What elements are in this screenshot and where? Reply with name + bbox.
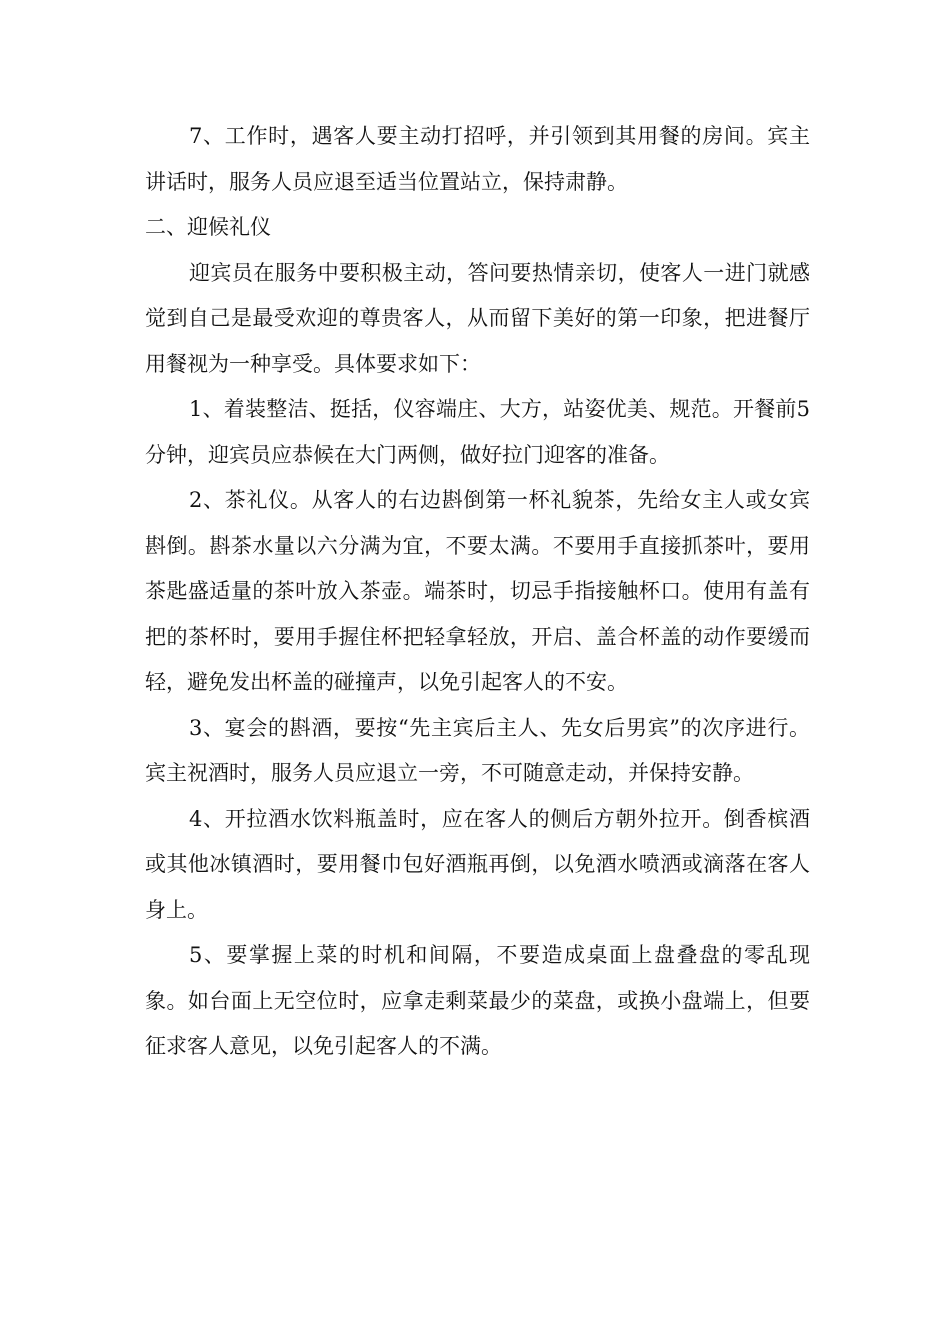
paragraph-item-2: 2、茶礼仪。从客人的右边斟倒第一杯礼貌茶，先给女主人或女宾斟倒。斟茶水量以六分满为宜，不要太满。不要用手直接抓茶叶，要用茶匙盛适量的茶叶放入茶壶。端茶时，切忌手指接触杯口。使用有盖有把的茶杯时，要用手握住杯把轻拿轻放，开启、盖合杯盖的动作要缓而轻，避免发出杯盖的碰撞声，以免引起客人的不安。	[145, 488, 810, 694]
document-page	[145, 114, 810, 1070]
paragraph-item-7: 7、工作时，遇客人要主动打招呼，并引领到其用餐的房间。宾主讲话时，服务人员应退至适当位置站立，保持肃静。	[145, 124, 810, 194]
section-heading-greeting-etiquette: 二、迎候礼仪	[145, 215, 271, 239]
paragraph-item-5: 5、要掌握上菜的时机和间隔，不要造成桌面上盘叠盘的零乱现象。如台面上无空位时，应拿走剩菜最少的菜盘，或换小盘端上，但要征求客人意见，以免引起客人的不满。	[145, 943, 810, 1058]
paragraph-item-1: 1、着装整洁、挺括，仪容端庄、大方，站姿优美、规范。开餐前5分钟，迎宾员应恭候在大门两侧，做好拉门迎客的准备。	[145, 397, 810, 467]
paragraph-item-4: 4、开拉酒水饮料瓶盖时，应在客人的侧后方朝外拉开。倒香槟酒或其他冰镇酒时，要用餐巾包好酒瓶再倒，以免酒水喷洒或滴落在客人身上。	[145, 806, 810, 922]
paragraph-intro: 迎宾员在服务中要积极主动，答问要热情亲切，使客人一进门就感觉到自己是最受欢迎的尊贵客人，从而留下美好的第一印象，把进餐厅用餐视为一种享受。具体要求如下：	[145, 260, 810, 376]
paragraph-item-3: 3、宴会的斟酒，要按“先主宾后主人、先女后男宾”的次序进行。宾主祝酒时，服务人员应退立一旁，不可随意走动，并保持安静。	[145, 715, 810, 785]
